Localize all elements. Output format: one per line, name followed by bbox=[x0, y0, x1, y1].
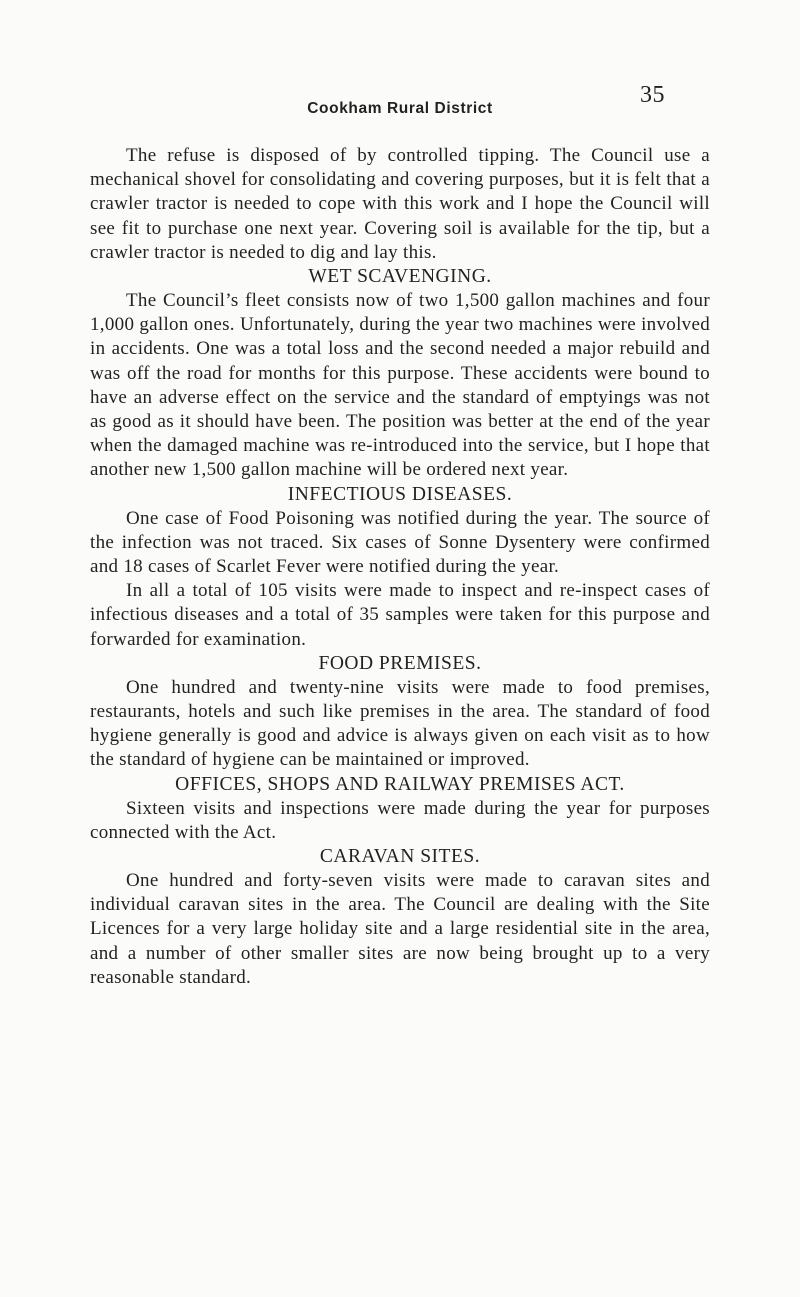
heading-infectious-diseases: INFECTIOUS DISEASES. bbox=[287, 483, 513, 505]
page-number: 35 bbox=[640, 82, 665, 108]
intro-paragraph: The refuse is disposed of by controlled tipping. The Council use a mechanical shovel for consolidating and covering purposes, but it is felt that a crawler tractor is needed to cope with this work and I hope the Council will see fit to purchase one next year. Covering soil is available for the tip, but a crawler tractor is needed to dig and lay this. bbox=[90, 145, 710, 263]
heading-offices-shops-railway: OFFICES, SHOPS AND RAILWAY PREMISES ACT. bbox=[175, 773, 625, 795]
paragraph-wet-scavenging: The Council’s fleet consists now of two 1,500 gallon machines and four 1,000 gallon ones. Unfortunately, during the year two machines were involved in accidents. One was a total loss and the second needed a major rebuild and was off the road for months for this purpose. These accidents were bound to have an adverse effect on the service and the standard of emptyings was not as good as it should have been. The position was better at the end of the year when the damaged machine was re-introduced into the service, but I hope that another new 1,500 gallon machine will be ordered next year. bbox=[90, 290, 710, 481]
heading-wet-scavenging: WET SCAVENGING. bbox=[308, 266, 492, 288]
paragraph-infectious-diseases-1: One case of Food Poisoning was notified during the year. The source of the infection was not traced. Six cases of Sonne Dysentery were confirmed and 18 cases of Scarlet Fever were notified during the year. bbox=[90, 507, 710, 578]
heading-caravan-sites: CARAVAN SITES. bbox=[319, 846, 481, 868]
document-body bbox=[90, 144, 710, 990]
paragraph-caravan-sites: One hundred and forty-seven visits were made to caravan sites and individual caravan sites in the area. The Council are dealing with the Site Licences for a very large holiday site and a large residential site in the area, and a number of other smaller sites are now being brought up to a very reasonable standard. bbox=[90, 870, 710, 988]
paragraph-offices-shops-railway: Sixteen visits and inspections were made during the year for purposes connected with the Act. bbox=[90, 797, 710, 843]
paragraph-infectious-diseases-2: In all a total of 105 visits were made to inspect and re-inspect cases of infectious diseases and a total of 35 samples were taken for this purpose and forwarded for examination. bbox=[90, 580, 710, 650]
running-head: Cookham Rural District bbox=[307, 100, 493, 117]
paragraph-food-premises: One hundred and twenty-nine visits were made to food premises, restaurants, hotels and such like premises in the area. The standard of food hygiene generally is good and advice is always given on each visit as to how the standard of hygiene can be maintained or improved. bbox=[90, 676, 710, 771]
heading-food-premises: FOOD PREMISES. bbox=[318, 652, 482, 674]
